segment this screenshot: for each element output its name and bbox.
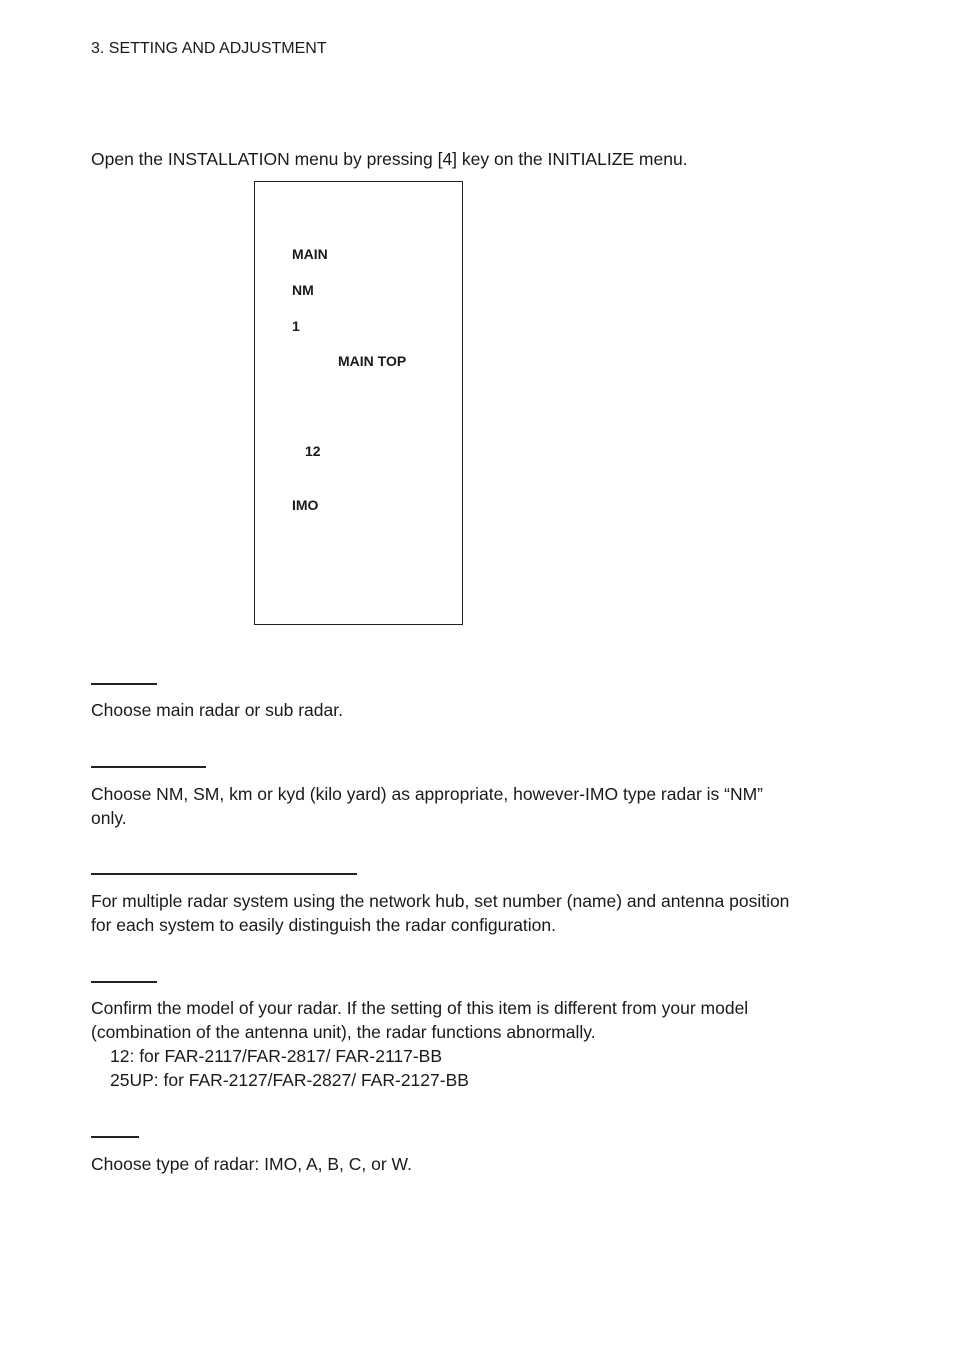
- menu-value-radar-type: IMO: [292, 497, 319, 513]
- menu-value-model: 12: [305, 443, 321, 459]
- menu-value-antenna-position: MAIN TOP: [338, 353, 407, 369]
- intro-text: Open the INSTALLATION menu by pressing [4] key on the INITIALIZE menu.: [91, 149, 688, 169]
- heading-rule: [91, 766, 206, 768]
- heading-rule: [91, 1136, 139, 1138]
- model-line: 25UP: for FAR-2127/FAR-2827/ FAR-2127-BB: [110, 1070, 469, 1090]
- section-header: 3. SETTING AND ADJUSTMENT: [91, 40, 327, 57]
- heading-rule: [91, 873, 357, 875]
- menu-value-radar: MAIN: [292, 246, 328, 262]
- section-radar-text: Choose main radar or sub radar.: [91, 700, 343, 720]
- section-radar-no-text: For multiple radar system using the network hub, set number (name) and antenna position for each system to easily distinguish the radar configuration.: [91, 891, 790, 935]
- menu-value-range-unit: NM: [292, 282, 314, 298]
- heading-rule: [91, 981, 157, 983]
- menu-value-radar-no: 1: [292, 318, 300, 334]
- section-radar-type-text: Choose type of radar: IMO, A, B, C, or W.: [91, 1154, 412, 1174]
- section-model-text: Confirm the model of your radar. If the setting of this item is different from your model (combination of the antenna unit), the radar functions abnormally. 12: for FAR-2117/FAR-2817/ FAR-2117-BB 25UP: for FAR-2127/FAR-2827/ FAR-2127-BB: [91, 996, 851, 1092]
- section-range-unit-text: Choose NM, SM, km or kyd (kilo yard) as appropriate, however-IMO type radar is “NM” only.: [91, 784, 763, 828]
- heading-rule: [91, 683, 157, 685]
- installation-menu-box: [254, 181, 463, 625]
- model-line: 12: for FAR-2117/FAR-2817/ FAR-2117-BB: [110, 1046, 443, 1066]
